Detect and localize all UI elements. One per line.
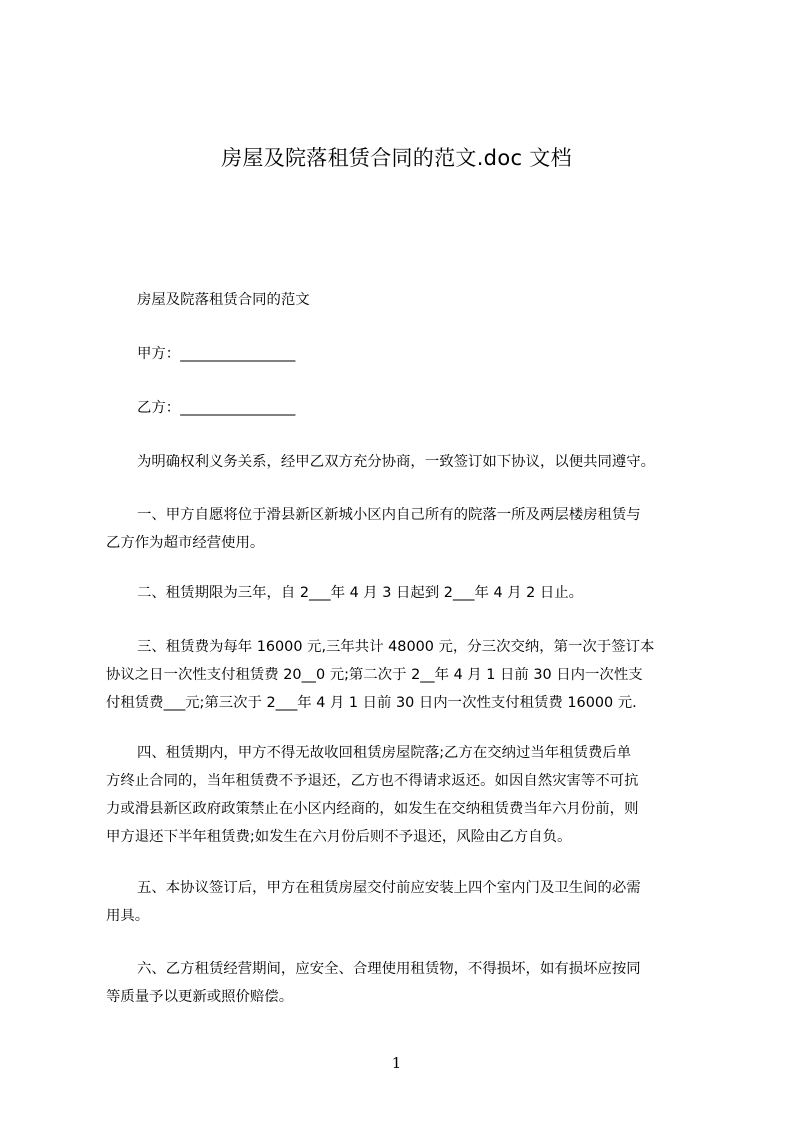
contract-heading: 房屋及院落租赁合同的范文 <box>137 292 310 308</box>
clause-3-line-3: 付租赁费___元;第三次于 2___年 4 月 1 日前 30 日内一次性支付租赁费 16000 元. <box>106 695 637 711</box>
clause-5-line-1: 五、本协议签订后，甲方在租赁房屋交付前应安装上四个室内门及卫生间的必需 <box>137 880 641 896</box>
clause-4-line-3: 力或滑县新区政府政策禁止在小区内经商的，如发生在交纳租赁费当年六月份前，则 <box>106 801 639 817</box>
party-a-line <box>137 340 295 368</box>
party-a-blank: ________________ <box>180 346 296 362</box>
clause-1-line-1: 一、甲方自愿将位于滑县新区新城小区内自己所有的院落一所及两层楼房租赁与 <box>137 507 641 523</box>
party-b-blank: ________________ <box>180 400 296 416</box>
document-title: 房屋及院落租赁合同的范文.doc 文档 <box>221 146 572 170</box>
clause-1-line-2: 乙方作为超市经营使用。 <box>106 535 265 551</box>
clause-6-line-2: 等质量予以更新或照价赔偿。 <box>106 989 294 1005</box>
party-a-label: 甲方： <box>137 346 181 362</box>
clause-3-line-1: 三、租赁费为每年 16000 元,三年共计 48000 元，分三次交纳，第一次于签订本 <box>137 639 655 655</box>
party-b-label: 乙方： <box>137 400 181 416</box>
clause-4-line-1: 四、租赁期内，甲方不得无故收回租赁房屋院落;乙方在交纳过当年租赁费后单 <box>137 745 632 761</box>
clause-4-line-2: 方终止合同的，当年租赁费不予退还，乙方也不得请求返还。如因自然灾害等不可抗 <box>106 773 639 789</box>
party-b-line <box>137 394 295 422</box>
clause-5-line-2: 用具。 <box>106 908 150 924</box>
intro-paragraph: 为明确权利义务关系，经甲乙双方充分协商，一致签订如下协议，以便共同遵守。 <box>137 454 656 470</box>
clause-3-line-2: 协议之日一次性支付租赁费 20__0 元;第二次于 2__年 4 月 1 日前 30 日内一次性支 <box>106 667 643 683</box>
clause-4-line-4: 甲方退还下半年租赁费;如发生在六月份后则不予退还，风险由乙方自负。 <box>106 829 572 845</box>
clause-6-line-1: 六、乙方租赁经营期间，应安全、合理使用租赁物，不得损坏，如有损坏应按同 <box>137 961 641 977</box>
page-number: 1 <box>391 1054 402 1072</box>
clause-2-line-1: 二、租赁期限为三年，自 2___年 4 月 3 日起到 2___年 4 月 2 日止。 <box>137 585 584 601</box>
